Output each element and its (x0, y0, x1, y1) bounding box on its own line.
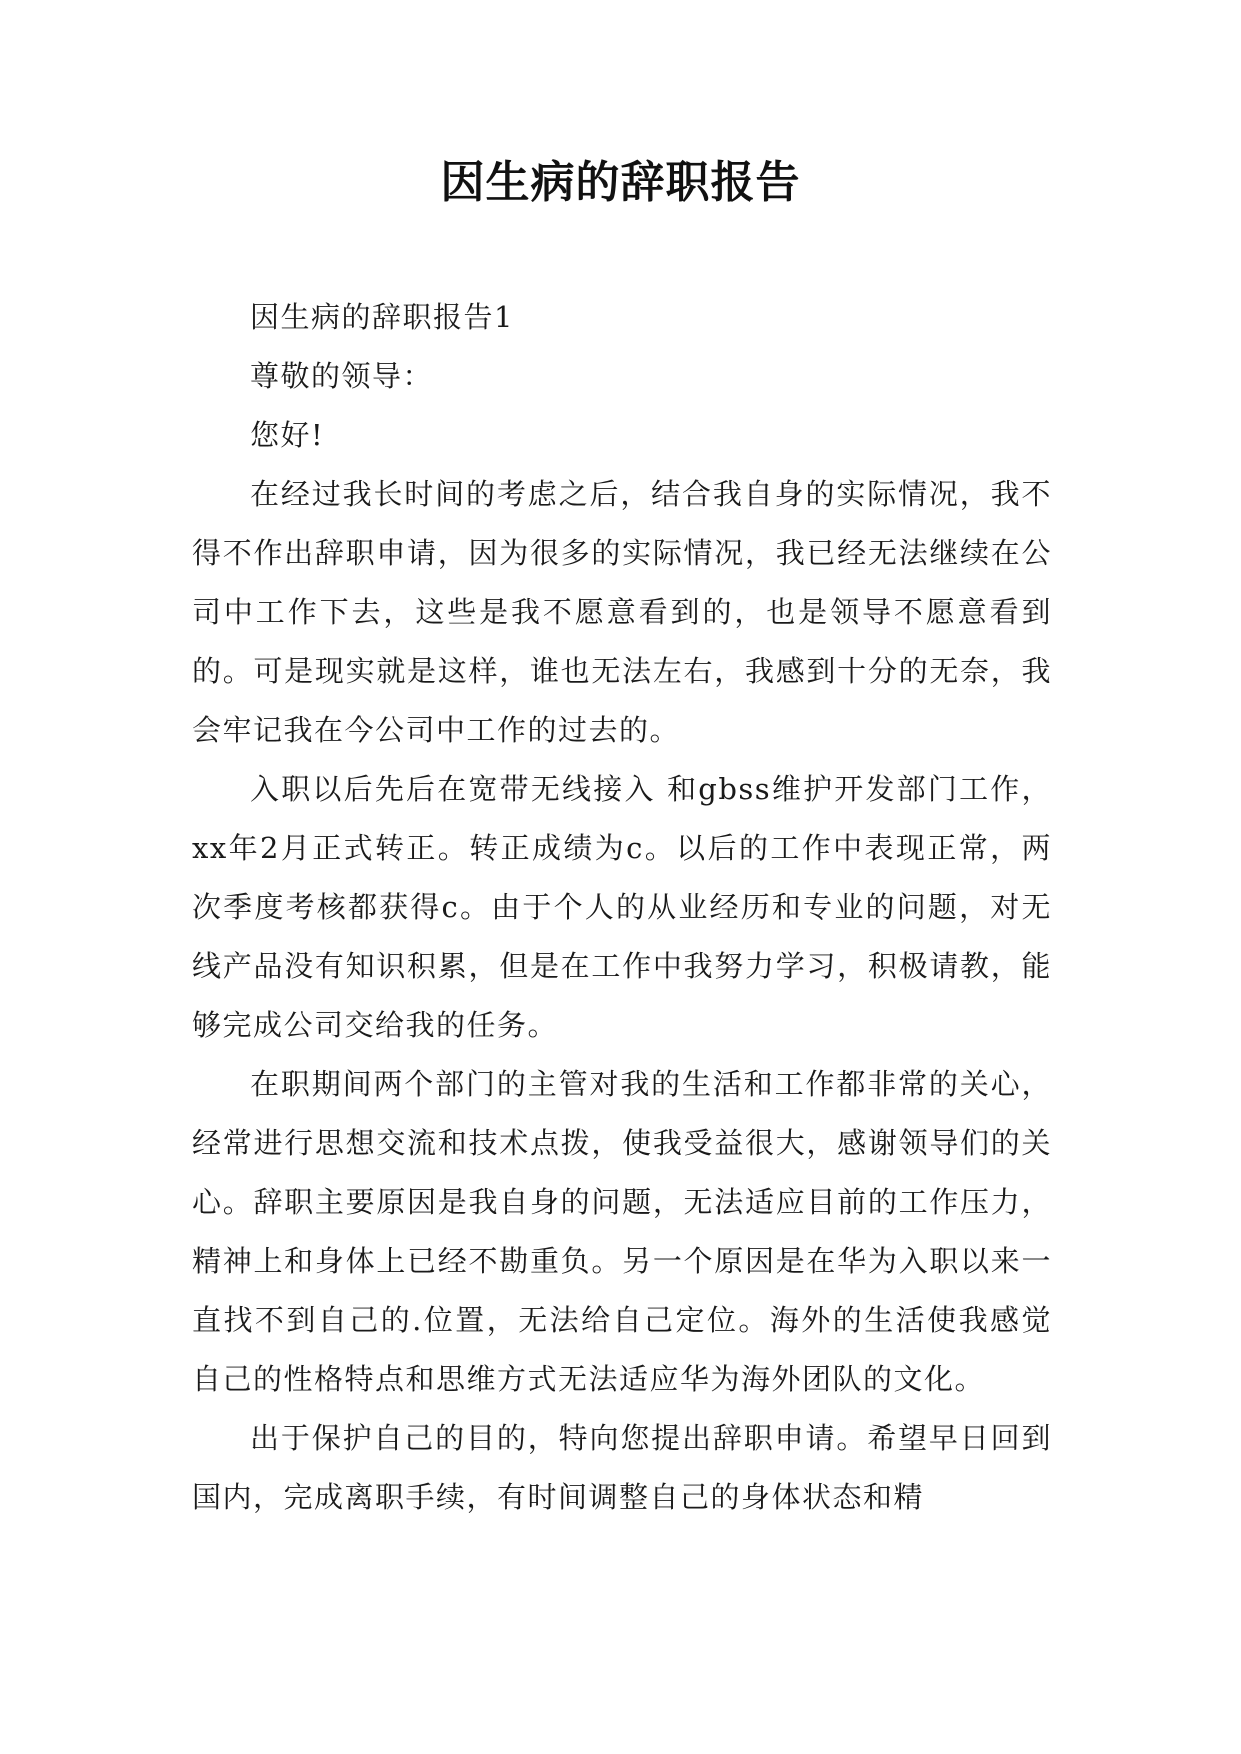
document-title: 因生病的辞职报告 (440, 157, 801, 208)
paragraph: 在职期间两个部门的主管对我的生活和工作都非常的关心，经常进行思想交流和技术点拨，使我受益很大，感谢领导们的关心。辞职主要原因是我自身的问题，无法适应目前的工作压力，精神上和身体上已经不勘重负。另一个原因是在华为入职以来一直找不到自己的.位置，无法给自己定位。海外的生活使我感觉自己的性格特点和思维方式无法适应华为海外团队的文化。 (192, 1067, 1052, 1396)
greeting: 您好! (250, 418, 325, 452)
paragraph: 出于保护自己的目的，特向您提出辞职申请。希望早日回到国内，完成离职手续，有时间调整自己的身体状态和精 (192, 1421, 1052, 1514)
salutation: 尊敬的领导： (250, 359, 434, 393)
document-body (192, 288, 1052, 1527)
section-heading: 因生病的辞职报告1 (250, 300, 514, 334)
paragraph: 入职以后先后在宽带无线接入 和gbss维护开发部门工作，xx年2月正式转正。转正成绩为c。以后的工作中表现正常，两次季度考核都获得c。由于个人的从业经历和专业的问题，对无线产品没有知识积累，但是在工作中我努力学习，积极请教，能够完成公司交给我的任务。 (192, 772, 1052, 1042)
paragraph: 在经过我长时间的考虑之后，结合我自身的实际情况，我不得不作出辞职申请，因为很多的实际情况，我已经无法继续在公司中工作下去，这些是我不愿意看到的，也是领导不愿意看到的。可是现实就是这样，谁也无法左右，我感到十分的无奈，我会牢记我在今公司中工作的过去的。 (192, 477, 1052, 747)
